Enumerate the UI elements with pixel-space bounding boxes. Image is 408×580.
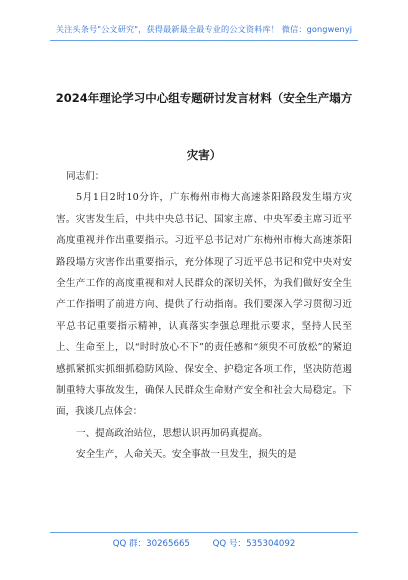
footer <box>0 537 408 549</box>
paragraph-2: 安全生产，人命关天。安全事故一旦发生，损失的是 <box>76 449 297 461</box>
footer-qq-number: QQ 号：535304092 <box>212 539 296 549</box>
footer-divider <box>50 532 358 533</box>
title-line-1: 2024年理论学习中心组专题研讨发言材料（安全生产塌方 <box>55 91 353 105</box>
header-divider <box>50 40 358 41</box>
title-line-2: 灾害） <box>186 148 222 162</box>
greeting: 同志们： <box>66 171 105 182</box>
paragraph-intro: 5月1日2时10分许，广东梅州市梅大高速茶阳路段发生塌方灾害。灾害发生后，中共中央总书记、国家主席、中央军委主席习近平高度重视并作出重要指示。习近平总书记对广东梅州市梅大高速茶阳路段塌方灾害作出重要指示，充分体现了习近平总书记和党中央对安全生产工作的高度重视和对人民群众的深切关怀，为我们做好安全生产工作指明了前进方向、提供了行动指南。我们要深入学习贯彻习近平总书记重要指示精神，认真落实李强总理批示要求，坚持人民至上、生命至上，以“时时放心不下”的责任感和“须臾不可放松”的紧迫感抓紧抓实抓细抓稳防风险、保安全、护稳定各项工作，坚决防范遏制重特大事故发生，确保人民群众生命财产安全和社会大局稳定。下面，我谈几点体会： <box>56 192 352 418</box>
footer-qq-group: QQ 群：30265665 <box>112 539 190 549</box>
document-body <box>56 166 352 466</box>
section-heading-1: 一、提高政治站位，思想认识再加码真提高。 <box>76 427 268 439</box>
header-note: 关注头条号"公文研究"，获得最新最全最专业的公文资料库！ 微信：gongwenyj <box>55 24 353 34</box>
